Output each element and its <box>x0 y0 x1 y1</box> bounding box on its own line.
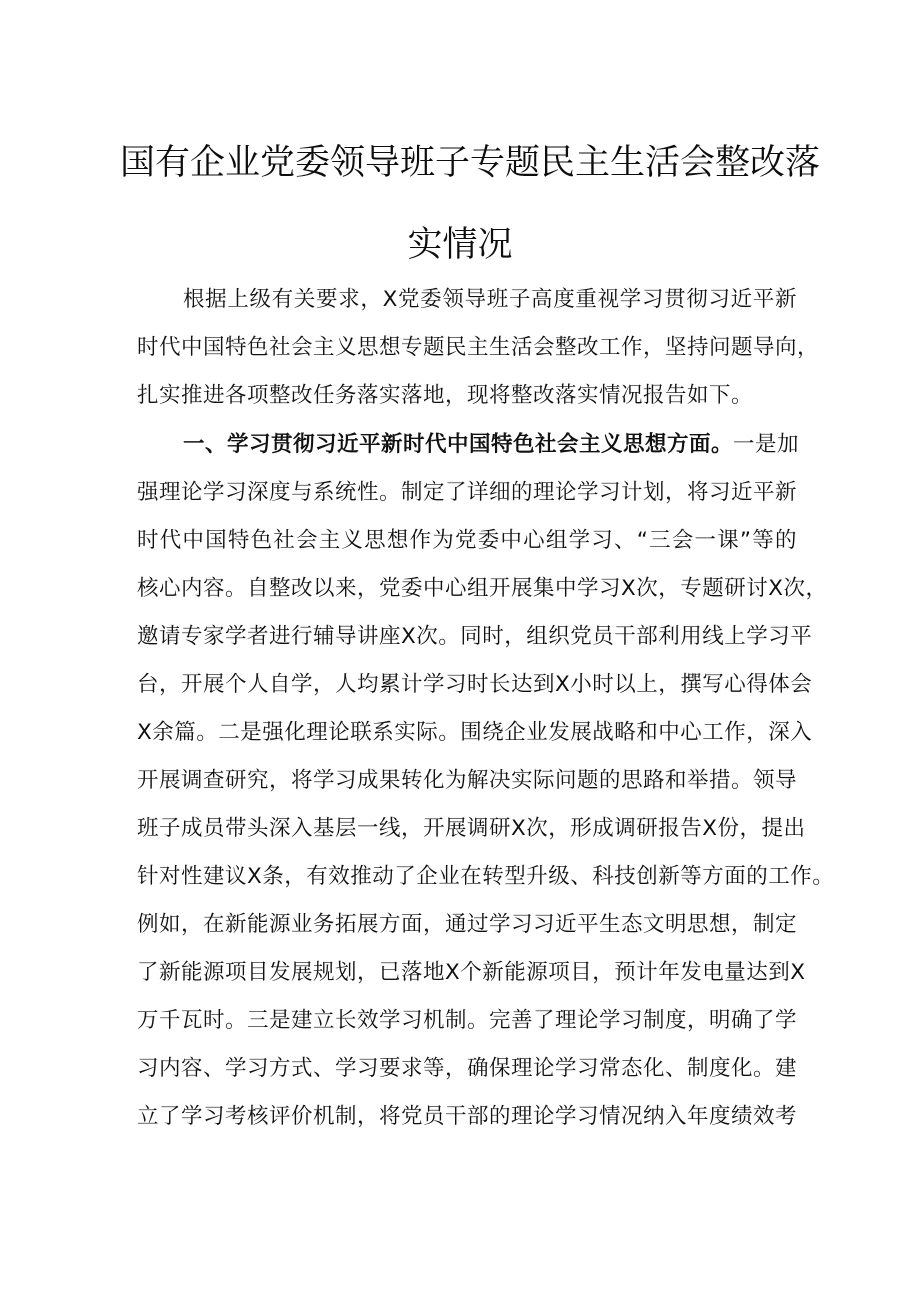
paragraph-1-line-3: 扎实推进各项整改任务落实落地，现将整改落实情况报告如下。 <box>137 383 754 408</box>
paragraph-1-line-1: 根据上级有关要求，X党委领导班子高度重视学习贯彻习近平新 <box>183 287 797 312</box>
paragraph-2-line-1-rest: 一是加 <box>733 432 800 457</box>
section-heading: 一、学习贯彻习近平新时代中国特色社会主义思想方面。 <box>183 432 734 457</box>
paragraph-2-line: 针对性建议X条，有效推动了企业在转型升级、科技创新等方面的工作。 <box>137 864 835 889</box>
paragraph-2-line-1 <box>183 432 800 457</box>
document-title-line-1: 国有企业党委领导班子专题民主生活会整改落 <box>120 143 821 183</box>
paragraph-2-line: 强理论学习深度与系统性。制定了详细的理论学习计划，将习近平新 <box>137 480 798 505</box>
paragraph-2-line: 班子成员带头深入基层一线，开展调研X次，形成调研报告X份，提出 <box>137 816 806 841</box>
paragraph-2-line: 邀请专家学者进行辅导讲座X次。同时，组织党员干部利用线上学习平 <box>137 624 813 649</box>
paragraph-2-line: 开展调查研究，将学习成果转化为解决实际问题的思路和举措。领导 <box>137 768 798 793</box>
paragraph-1-line-2: 时代中国特色社会主义思想专题民主生活会整改工作，坚持问题导向， <box>137 335 820 360</box>
paragraph-2-line: 核心内容。自整改以来，党委中心组开展集中学习X次，专题研讨X次， <box>137 576 828 601</box>
paragraph-2-line: 了新能源项目发展规划，已落地X个新能源项目，预计年发电量达到X <box>137 960 806 985</box>
paragraph-2-line: 习内容、学习方式、学习要求等，确保理论学习常态化、制度化。建 <box>137 1056 798 1081</box>
paragraph-2-line: 立了学习考核评价机制，将党员干部的理论学习情况纳入年度绩效考 <box>137 1104 798 1129</box>
paragraph-2-line: 时代中国特色社会主义思想作为党委中心组学习、“三会一课”等的 <box>137 528 797 553</box>
paragraph-2-line: X余篇。二是强化理论联系实际。围绕企业发展战略和中心工作，深入 <box>137 720 813 745</box>
paragraph-2-line: 台，开展个人自学，人均累计学习时长达到X小时以上，撰写心得体会 <box>137 672 813 697</box>
paragraph-2-line: 例如，在新能源业务拓展方面，通过学习习近平生态文明思想，制定 <box>137 912 798 937</box>
document-title-line-2: 实情况 <box>407 225 513 265</box>
paragraph-2-line: 万千瓦时。三是建立长效学习机制。完善了理论学习制度，明确了学 <box>137 1008 798 1033</box>
